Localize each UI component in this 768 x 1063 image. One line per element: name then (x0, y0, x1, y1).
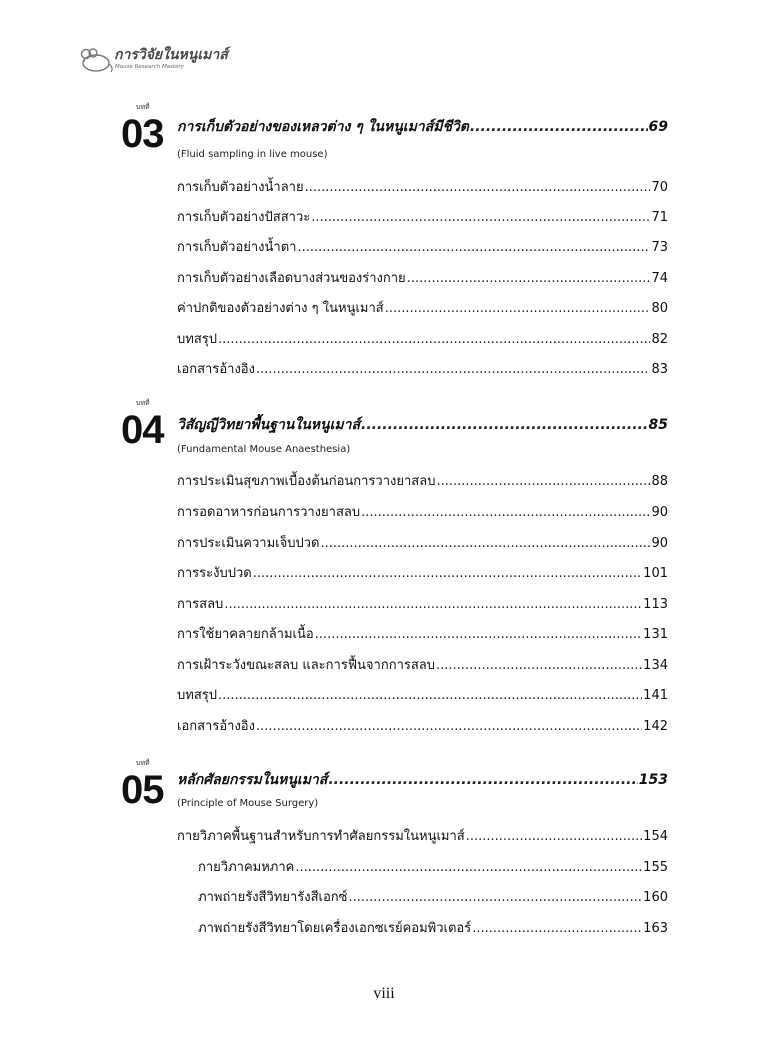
toc-entry[interactable] (177, 358, 668, 379)
leader-dots (361, 417, 648, 433)
toc-entry-title: การสลบ (177, 597, 224, 612)
toc-entry-page: 90 (651, 505, 668, 520)
toc-subentry[interactable] (198, 886, 668, 907)
toc-entry-title: การเก็บตัวอย่างน้ำตา (177, 240, 297, 255)
chapter-number: 04 (121, 408, 164, 452)
leader-dots (256, 362, 651, 377)
toc-entry[interactable] (177, 654, 668, 675)
toc-entry-page: 88 (651, 474, 668, 489)
leader-dots (407, 271, 651, 286)
toc-entry[interactable] (177, 684, 668, 705)
leader-dots (385, 301, 651, 316)
chapter-subtitle: (Fundamental Mouse Anaesthesia) (177, 444, 351, 455)
chapter-number: 03 (121, 112, 164, 156)
toc-entry-page: 82 (651, 332, 668, 347)
toc-entry-title: การเก็บตัวอย่างน้ำลาย (177, 180, 304, 195)
chapter-title-row[interactable] (177, 116, 668, 138)
chapter-page: 85 (648, 417, 668, 433)
leader-dots (305, 180, 651, 195)
toc-entry[interactable] (177, 562, 668, 583)
chapter-number: 05 (121, 768, 164, 812)
toc-entry-page: 71 (651, 210, 668, 225)
logo-subtitle: Mouse Research Mastery (115, 64, 184, 70)
leader-dots (218, 332, 650, 347)
chapter-page: 153 (638, 772, 668, 788)
header-logo (78, 42, 238, 76)
toc-entry-title: การใช้ยาคลายกล้ามเนื้อ (177, 627, 314, 642)
toc-entry[interactable] (177, 593, 668, 614)
chapter-page: 69 (648, 119, 668, 135)
toc-entry-title: บทสรุป (177, 332, 217, 347)
toc-entry[interactable] (177, 176, 668, 197)
toc-entry-title: การอดอาหารก่อนการวางยาสลบ (177, 505, 361, 520)
chapter-title-row[interactable] (177, 769, 668, 791)
chapter-subtitle: (Principle of Mouse Surgery) (177, 798, 319, 809)
toc-entry-page: 131 (643, 627, 668, 642)
toc-subentry[interactable] (198, 917, 668, 938)
toc-entry-title: การประเมินสุขภาพเบื้องต้นก่อนการวางยาสลบ (177, 474, 436, 489)
toc-entry-title: บทสรุป (177, 688, 217, 703)
leader-dots (361, 505, 650, 520)
toc-entry-title: เอกสารอ้างอิง (177, 719, 255, 734)
chapter-title: การเก็บตัวอย่างของเหลวต่าง ๆ ในหนูเมาส์มีชีวิต (177, 119, 469, 135)
chapter-subtitle: (Fluid sampling in live mouse) (177, 149, 328, 160)
leader-dots (295, 860, 642, 875)
leader-dots (224, 597, 642, 612)
toc-entry-title: การประเมินความเจ็บปวด (177, 536, 320, 551)
toc-entry[interactable] (177, 470, 668, 491)
toc-entry-title: ภาพถ่ายรังสีวิทยารังสีเอกซ์ (198, 890, 348, 905)
toc-entry-title: เอกสารอ้างอิง (177, 362, 255, 377)
toc-entry-page: 113 (643, 597, 668, 612)
logo-title: การวิจัยในหนูเมาส์ (114, 47, 228, 63)
toc-entry-page: 155 (643, 860, 668, 875)
toc-entry-page: 101 (643, 566, 668, 581)
toc-entry-title: ค่าปกติของตัวอย่างต่าง ๆ ในหนูเมาส์ (177, 301, 384, 316)
toc-entry[interactable] (177, 297, 668, 318)
toc-entry-page: 80 (651, 301, 668, 316)
toc-entry-page: 73 (651, 240, 668, 255)
leader-dots (320, 536, 650, 551)
toc-entry-page: 134 (643, 658, 668, 673)
toc-entry-title: กายวิภาคมหภาค (198, 860, 295, 875)
leader-dots (315, 627, 643, 642)
leader-dots (466, 829, 642, 844)
leader-dots (470, 119, 648, 135)
toc-entry-page: 83 (651, 362, 668, 377)
leader-dots (256, 719, 642, 734)
toc-entry-title: กายวิภาคพื้นฐานสำหรับการทำศัลยกรรมในหนูเมาส์ (177, 829, 465, 844)
toc-entry[interactable] (177, 236, 668, 257)
toc-entry[interactable] (177, 532, 668, 553)
leader-dots (328, 772, 637, 788)
chapter-label: บทที่ (136, 759, 150, 767)
leader-dots (436, 658, 642, 673)
leader-dots (311, 210, 650, 225)
toc-entry-page: 141 (643, 688, 668, 703)
chapter-label: บทที่ (136, 399, 150, 407)
toc-entry-page: 154 (643, 829, 668, 844)
mouse-logo-icon (78, 46, 114, 74)
chapter-title: หลักศัลยกรรมในหนูเมาส์ (177, 772, 328, 788)
leader-dots (297, 240, 650, 255)
toc-entry[interactable] (177, 825, 668, 846)
toc-entry[interactable] (177, 206, 668, 227)
toc-entry[interactable] (177, 267, 668, 288)
toc-entry[interactable] (177, 623, 668, 644)
toc-entry-title: ภาพถ่ายรังสีวิทยาโดยเครื่องเอกซเรย์คอมพิวเตอร์ (198, 921, 472, 936)
leader-dots (436, 474, 650, 489)
toc-subentry[interactable] (198, 856, 668, 877)
chapter-title-row[interactable] (177, 414, 668, 436)
toc-entry-page: 74 (651, 271, 668, 286)
chapter-title: วิสัญญีวิทยาพื้นฐานในหนูเมาส์ (177, 417, 360, 433)
toc-entry-page: 70 (651, 180, 668, 195)
toc-entry-page: 90 (651, 536, 668, 551)
leader-dots (218, 688, 642, 703)
toc-entry-title: การเก็บตัวอย่างปัสสาวะ (177, 210, 311, 225)
leader-dots (472, 921, 642, 936)
toc-entry[interactable] (177, 715, 668, 736)
chapter-label: บทที่ (136, 103, 150, 111)
toc-entry-page: 163 (643, 921, 668, 936)
toc-entry-page: 160 (643, 890, 668, 905)
leader-dots (253, 566, 642, 581)
toc-entry[interactable] (177, 328, 668, 349)
toc-entry-title: การเก็บตัวอย่างเลือดบางส่วนของร่างกาย (177, 271, 406, 286)
toc-entry-page: 142 (643, 719, 668, 734)
page-number: viii (373, 985, 395, 1002)
toc-entry-title: การระงับปวด (177, 566, 252, 581)
leader-dots (349, 890, 643, 905)
toc-entry-title: การเฝ้าระวังขณะสลบ และการฟื้นจากการสลบ (177, 658, 436, 673)
toc-entry[interactable] (177, 501, 668, 522)
